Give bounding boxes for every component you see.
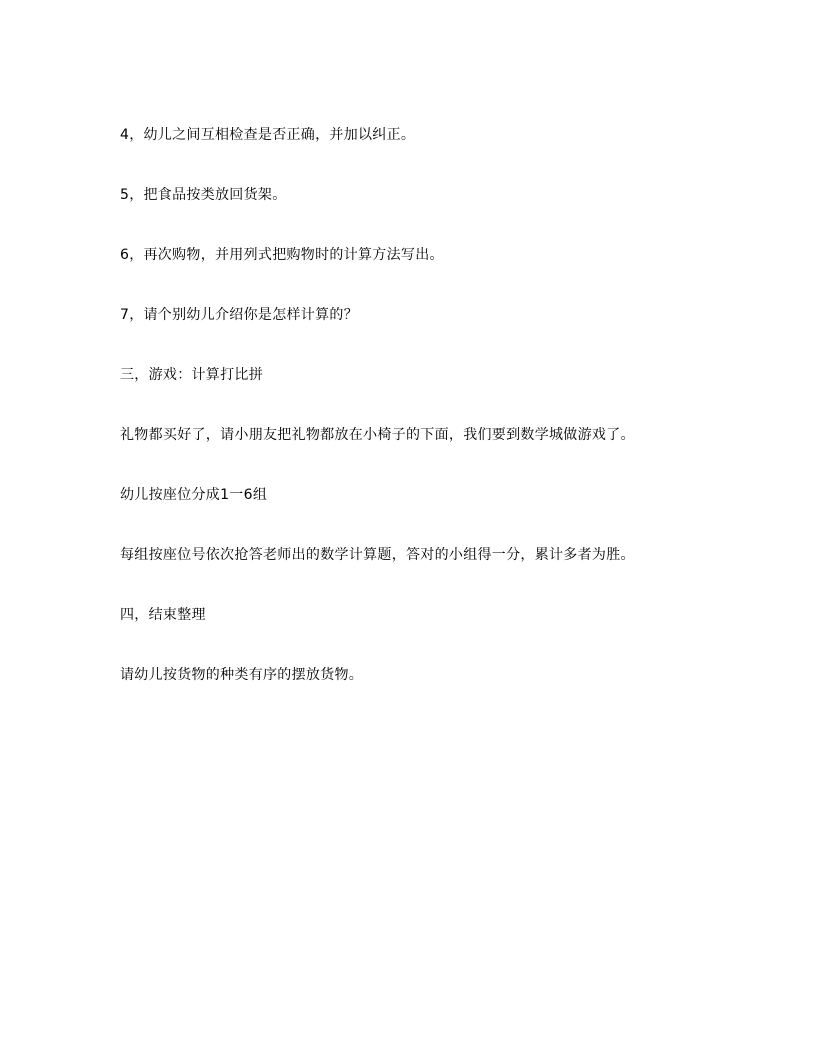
grouping-paragraph: 幼儿按座位分成1一6组 [120, 487, 268, 503]
game-intro-paragraph: 礼物都买好了，请小朋友把礼物都放在小椅子的下面，我们要到数学城做游戏了。 [120, 427, 635, 443]
step-5-paragraph: 5，把食品按类放回货架。 [120, 187, 287, 203]
step-6-paragraph: 6，再次购物，并用列式把购物时的计算方法写出。 [120, 247, 444, 263]
section-4-heading: 四，结束整理 [120, 607, 206, 623]
closing-paragraph: 请幼儿按货物的种类有序的摆放货物。 [120, 667, 364, 683]
step-4-paragraph: 4，幼儿之间互相检查是否正确，并加以纠正。 [120, 127, 416, 143]
step-7-paragraph: 7，请个别幼儿介绍你是怎样计算的？ [120, 307, 359, 323]
game-rules-paragraph: 每组按座位号依次抢答老师出的数学计算题，答对的小组得一分，累计多者为胜。 [120, 547, 635, 563]
section-3-heading: 三，游戏：计算打比拼 [120, 367, 263, 383]
